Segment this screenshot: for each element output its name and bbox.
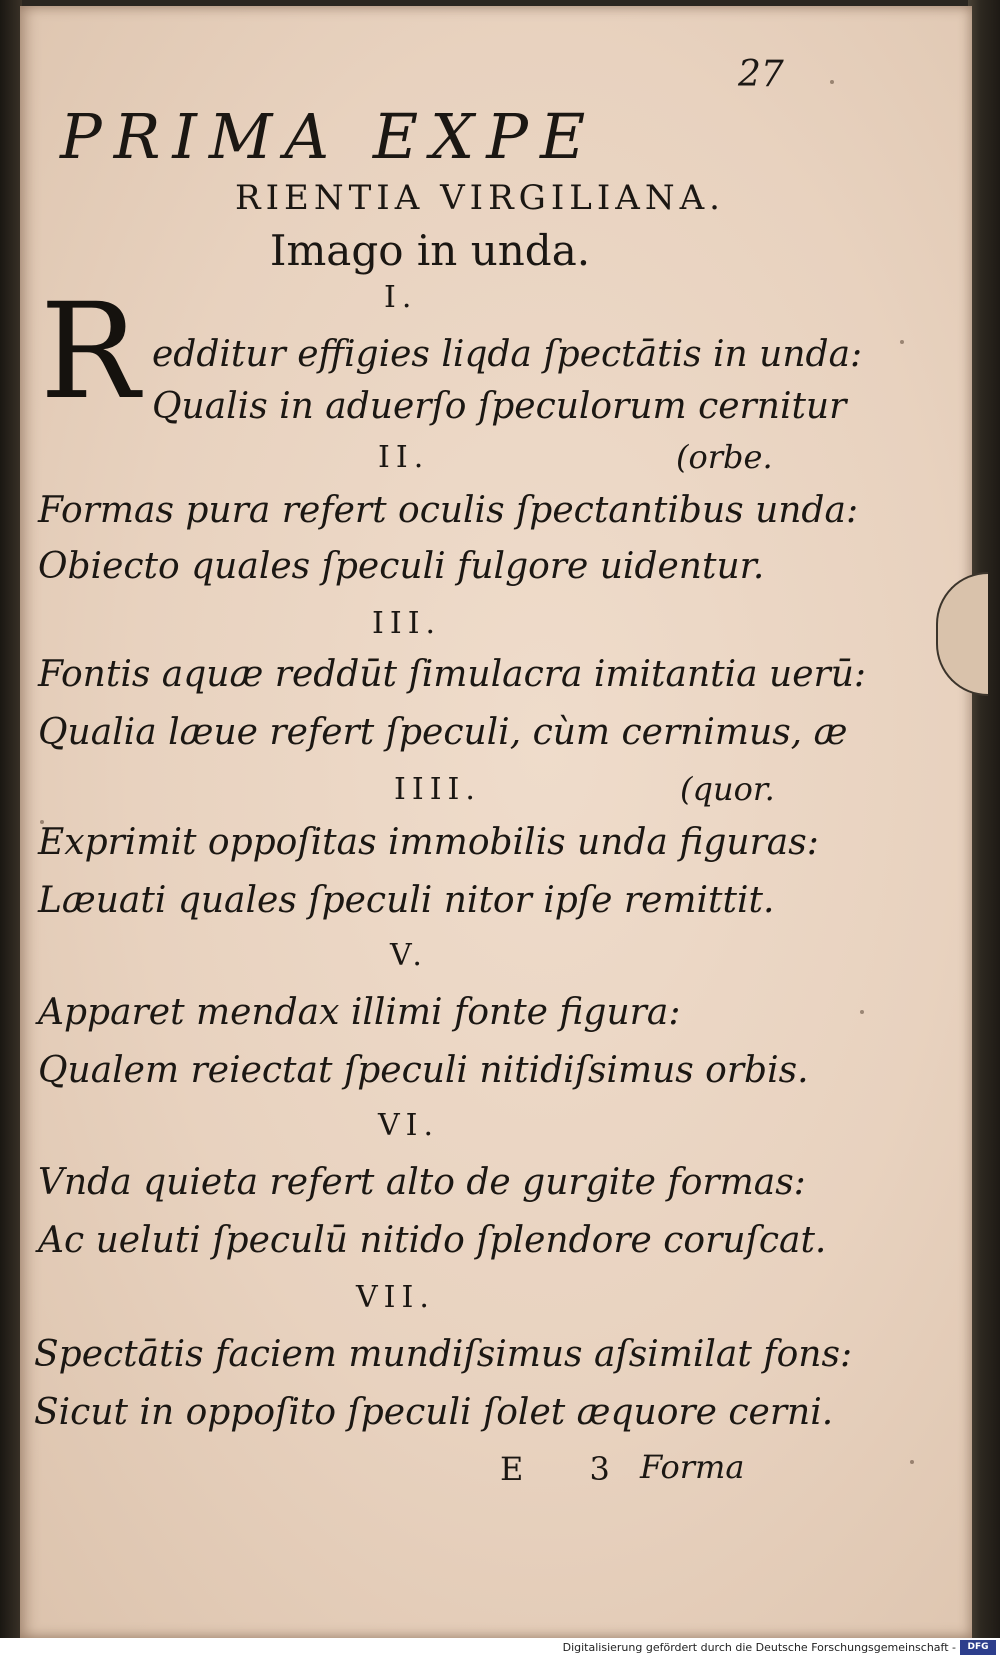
section-numeral: VII.: [356, 1280, 435, 1315]
paper-speck: [900, 340, 904, 344]
section-numeral: II.: [378, 440, 430, 475]
verse-line: Ac ueluti ſpeculū nitido ſplendore coruſcat.: [38, 1220, 827, 1261]
verse-line: Obiecto quales ſpeculi fulgore uidentur.: [38, 546, 765, 587]
title-line-2: RIENTIA VIRGILIANA.: [235, 178, 725, 218]
section-numeral: I.: [384, 280, 418, 315]
catchword: Forma: [640, 1448, 745, 1486]
section-numeral: IIII.: [394, 772, 481, 807]
paper-speck: [830, 80, 834, 84]
section-numeral: VI.: [378, 1108, 440, 1143]
verse-carryover: (orbe.: [676, 438, 773, 476]
drop-cap: R: [40, 275, 140, 429]
verse-line: Fontis aquæ reddūt ſimulacra imitantia uerū:: [38, 654, 867, 695]
verse-line: Sicut in oppoſito ſpeculi ſolet æquore cerni.: [34, 1392, 834, 1433]
section-numeral: V.: [390, 938, 428, 973]
verse-line: Formas pura refert oculis ſpectantibus unda:: [38, 490, 859, 531]
verse-carryover: (quor.: [680, 770, 775, 808]
subtitle: Imago in unda.: [269, 226, 591, 275]
verse-line: Læuati quales ſpeculi nitor ipſe remittit.: [38, 880, 775, 921]
verse-line: Spectātis faciem mundiſsimus aſsimilat fons:: [34, 1334, 853, 1375]
page-number: 27: [738, 54, 784, 95]
verse-line: Qualia læue refert ſpeculi, cùm cernimus, æ: [38, 712, 848, 753]
dfg-logo: DFG: [960, 1640, 996, 1655]
verse-line: Vnda quieta refert alto de gurgite formas:: [38, 1162, 806, 1203]
section-numeral: III.: [372, 606, 442, 641]
verse-line: Apparet mendax illimi fonte figura:: [38, 992, 681, 1033]
digitization-credit: Digitalisierung gefördert durch die Deutsche Forschungsgemeinschaft -: [562, 1641, 956, 1654]
paper-speck: [910, 1460, 914, 1464]
title-line-1: PRIMA EXPE: [60, 100, 598, 173]
verse-line: Exprimit oppoſitas immobilis unda figuras:: [38, 822, 819, 863]
verse-line: Qualis in aduerſo ſpeculorum cernitur: [152, 386, 847, 427]
paper-speck: [860, 1010, 864, 1014]
signature-mark: E 3: [500, 1450, 638, 1488]
verse-line: Qualem reiectat ſpeculi nitidiſsimus orbis.: [38, 1050, 809, 1091]
paper-speck: [40, 820, 44, 824]
book-edge-right: [968, 0, 1000, 1638]
verse-line: edditur effigies liqda ſpectātis in unda:: [152, 334, 863, 375]
book-binding-left: [0, 0, 22, 1638]
